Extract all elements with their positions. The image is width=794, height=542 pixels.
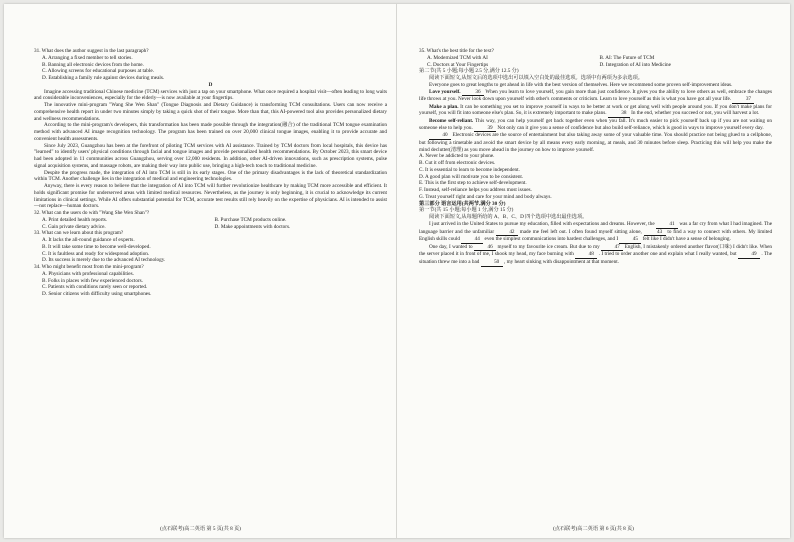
blank-39[interactable]: 39	[474, 126, 496, 133]
page-footer-left: (点石联考)高二英语 第 5 页(共 8 页)	[160, 526, 241, 532]
q32-option-c: C. Gain private dietary advice.	[42, 223, 106, 230]
q34-option-a: A. Physicians with professional capabilities.	[42, 270, 134, 277]
q32-option-b: B. Purchase TCM products online.	[214, 216, 287, 223]
q35-option-c: C. Doctors at Your Fingertips	[427, 61, 489, 68]
question-35-stem: 35. What's the best title for the text?	[419, 48, 494, 54]
q31-option-a: A. Arranging a fixed member to tell stories.	[42, 54, 133, 61]
q34-option-d: D. Senior citizens with difficulty using smartphones.	[42, 291, 152, 297]
option-a: A. Never be addicted to your phone.	[419, 153, 495, 160]
blank-41[interactable]: 41	[656, 222, 678, 229]
passage-paragraph: Anyway, there is every reason to believe that the integration of AI into TCM will further revolutionize healthcare by making TCM more accessible and efficient. It holds significant promise for underserved areas with limited medical resources. Nevertheless, as the journey is only beginning, it is crucial to acknowledge its current limitations in clinical settings. While AI offers substantial potential for TCM, accurate test results still rely heavily on the expertise of physicians. AI is intended to assist—not replace—human doctors.	[34, 183, 387, 210]
q35-option-b: B. AI: The Future of TCM	[599, 54, 655, 61]
blank-49[interactable]: 49	[738, 252, 760, 259]
right-column	[419, 48, 772, 267]
part-3-title: 第三部分 语言运用(共两节,满分 30 分)	[419, 200, 506, 207]
cloze-text: was a far cry from what I had imagined. The language barrier and the unfamiliar	[419, 220, 773, 235]
section-2-title: 第二节(共 5 小题;每小题 2.5 分,满分 12.5 分)	[419, 68, 519, 75]
option-e: E. This is the first step to achieve self-development.	[419, 180, 527, 187]
heading-make-a-plan: Make a plan.	[429, 103, 459, 110]
blank-46[interactable]: 46	[474, 245, 496, 252]
blank-38[interactable]: 38	[608, 111, 630, 118]
q32-option-d: D. Make appointments with doctors.	[214, 223, 291, 230]
option-g: G. Treat yourself right and care for your mind and body always.	[419, 193, 552, 200]
blank-50[interactable]: 50	[481, 260, 503, 267]
blank-47[interactable]: 47	[601, 245, 623, 252]
paragraph-electronic-devices	[419, 132, 772, 153]
q31-option-d: D. Establishing a family rule against devices during meals.	[42, 75, 165, 81]
cloze-paragraph-2	[419, 244, 772, 267]
paragraph-text: Electronic devices are the source of entertainment but also taking away some of your valuable time. You should practice not being glued to a cellphone, but following a timetable and avoid the smart device by all means every early morning, at meals, and 30 minutes before sleep. Practicing this will help you make the mind declutter(清理) as you move ahead in the journey on how to improve yourself.	[419, 132, 772, 153]
passage-paragraph: Despite the progress made, the integration of AI into TCM is still in its early stages. One of the primary disadvantages is the lack of theoretical standardization within TCM. Another challenge lies in the integration of medical and engineering technologies.	[34, 169, 387, 183]
option-f: F. Instead, self-reliance helps you address most issues.	[419, 187, 532, 194]
cloze-text: , my heart sinking with disappointment at that moment.	[503, 258, 619, 265]
q35-option-a: A. Modernized TCM with AI	[427, 54, 488, 61]
cloze-text: English, I mistakenly ordered another flavor(口味) I didn't like. When the server placed it in front of me, I shook my head, my face burning with	[419, 243, 773, 258]
cloze-text: to find a way to connect with others. My limited English skills could	[419, 228, 773, 243]
paragraph-text: When you learn to love yourself, you gain more than just confidence. It gives you the ability to love others as well, embrace the changes life throws at you. Never look down upon yourself with other's comments or criticism. Learn to love yourself as this is what you have got all your life.	[419, 88, 772, 103]
blank-42[interactable]: 42	[496, 230, 518, 237]
option-b: B. Cut it off from electronic devices.	[419, 160, 496, 167]
cloze-text: felt like I didn't have a sense of belonging.	[642, 236, 731, 243]
question-33-stem: 33. What can we learn about this program?	[34, 230, 124, 237]
q33-option-c: C. It is faultless and ready for widespread adoption.	[42, 250, 150, 257]
question-34-stem: 34. Who might benefit most from the mini-program?	[34, 264, 144, 270]
cloze-text: I just arrived in the United States to pursue my education, filled with expectations and dreams. However, the	[429, 220, 655, 227]
page-right	[397, 4, 790, 538]
passage-paragraph: The innovative mini-program "Wang She Wen Shan" (Tongue Diagnosis and Dietary Guidance) is transforming TCM consultations. Users can now receive a comprehensive health report in under two minutes simply by taking a quick shot of their tongue. More than that, this AI-powered tool also provides personalized dietary and wellness recommendations.	[34, 102, 387, 122]
blank-48[interactable]: 48	[575, 252, 597, 259]
blank-44[interactable]: 44	[461, 237, 483, 244]
blank-45[interactable]: 45	[619, 237, 641, 244]
section-2-instructions: 阅读下面短文,从短文后的选项中选出可以填入空白处的最佳选项。选项中有两项为多余选项。	[429, 75, 643, 81]
cloze-text: myself to my favourite ice cream. But due to my	[497, 243, 600, 250]
heading-self-reliant: Become self-reliant.	[429, 118, 474, 125]
question-31-stem: 31. What does the author suggest in the last paragraph?	[34, 48, 149, 54]
question-32-stem: 32. What can the users do with "Wang She Wen Shan"?	[34, 210, 150, 216]
q32-option-a: A. Print detailed health reports.	[42, 216, 108, 223]
page-footer-right: (点石联考)高二英语 第 6 页(共 8 页)	[553, 526, 634, 532]
q34-option-b: B. Folks in places with few experienced doctors.	[42, 277, 143, 284]
section-1-title: 第一节(共 15 小题;每小题 1 分,满分 15 分)	[419, 207, 514, 214]
cloze-text: even the simplest communications into hardest challenges, and I	[484, 236, 619, 243]
cloze-text: One day, I wanted to	[429, 243, 473, 250]
q34-option-c: C. Patients with conditions rarely seen or reported.	[42, 284, 148, 291]
q32-options	[42, 217, 387, 231]
paragraph-make-a-plan	[419, 104, 772, 118]
q33-option-b: B. It will take some time to become well-developed.	[42, 243, 151, 250]
paragraph-text: Not only can it give you a sense of confidence but also build self-reliance, which is good in ways to improve yourself every day.	[497, 124, 764, 131]
left-column	[34, 48, 387, 298]
passage-paragraph: According to the mini-program's developers, this transformation has been made possible through the integration(融合) of the traditional TCM tongue examination method with advanced AI image recognition technology. The program has been trained on over 20,000 clinical tongue images, enabling it to provide accurate and convenient health assessments.	[34, 122, 387, 142]
option-c: C. It is essential to learn to become independent.	[419, 166, 520, 173]
paragraph-love-yourself	[419, 89, 772, 104]
seven-choose-five-intro: Everyone goes to great lengths to get ahead in life with the best version of themselves. Here we recommend some proven self-improvement ideas.	[429, 81, 733, 88]
q33-option-a: A. It lacks the all-round guidance of experts.	[42, 237, 135, 243]
cloze-text: . I tried to order another one and explain what I really wanted, but	[598, 251, 737, 258]
q31-option-c: C. Allowing screens for educational purposes at table.	[42, 68, 154, 75]
blank-43[interactable]: 43	[644, 230, 666, 237]
paragraph-self-reliant	[419, 118, 772, 132]
blank-36[interactable]: 36	[462, 90, 484, 97]
passage-letter: D	[208, 81, 213, 88]
blank-40[interactable]: 40	[429, 133, 451, 140]
cloze-paragraph-1	[419, 221, 772, 244]
q35-option-d: D. Integration of AI into Medicine	[599, 61, 671, 68]
q33-option-d: D. Its success is merely due to the advanced AI technology.	[42, 257, 166, 264]
passage-paragraph: Imagine accessing traditional Chinese medicine (TCM) services with just a tap on your smartphone. What once required a hospital visit—often leading to long waits and considerable inconveniences, especially for the elderly—is now available at your fingertips.	[34, 88, 387, 102]
paragraph-text: In the end, whether you succeed or not, you will harvest a lot.	[631, 110, 760, 117]
q31-option-b: B. Banning all electronic devices from the home.	[42, 61, 144, 68]
heading-love-yourself: Love yourself.	[429, 88, 461, 95]
paragraph-text: This way, you can help yourself get back together even when you fall. It's much easier to pick yourself back up if you are not waiting on someone else to help you.	[419, 118, 772, 131]
blank-37[interactable]: 37	[732, 97, 754, 104]
q35-options	[427, 55, 772, 69]
section-1-instructions: 阅读下面短文,从每题所给的 A、B、C、D 四个选项中选出最佳选项。	[429, 214, 588, 221]
cloze-text: made me feel left out. I often found myself sitting alone,	[519, 228, 642, 235]
option-d: D. A good plan will motivate you to be consistent.	[419, 173, 524, 180]
passage-paragraph: Since July 2023, Guangzhou has been at the forefront of piloting TCM services with AI assistance. Trained by TCM doctors from local hospitals, this device has "learned" to identify users' physical conditions through facial and tongue images and provide personalized health recommendations. By October 2023, this smart device had been adopted in 11 communities across Guangzhou, serving over 12,000 residents. In addition, other AI-driven innovations, such as prescription systems, pulse signal acquisition systems, and massage robots, are making their way into public use, bringing a high-tech touch to traditional medicine.	[34, 142, 387, 169]
cloze-text: . The situation threw me into a bad	[419, 251, 773, 265]
page-left	[4, 4, 397, 538]
exam-spread	[4, 4, 790, 538]
paragraph-text: It can be something you set to improve yourself in ways to be better at work or get along well with people around you. If you don't make plans for yourself, you will fit into someone else's plan. So, it is extremely important to make plans.	[419, 103, 773, 117]
